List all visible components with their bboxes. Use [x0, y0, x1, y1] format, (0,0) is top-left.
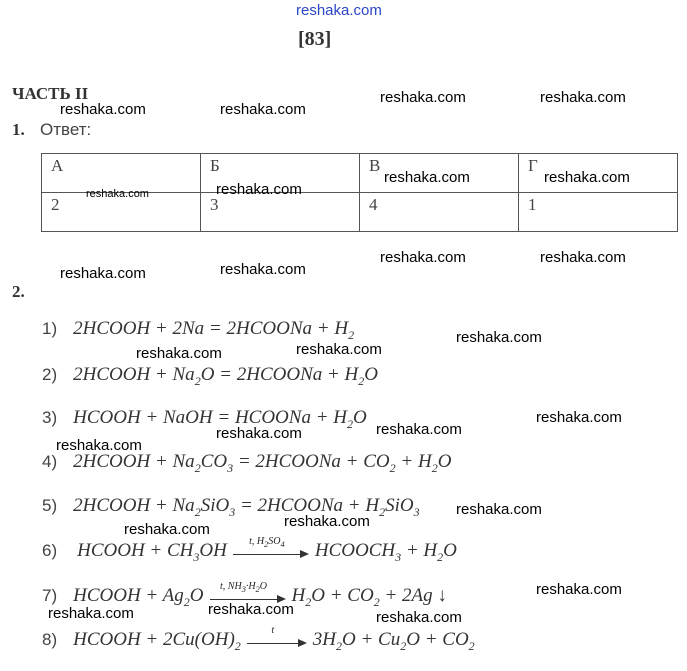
- watermark: reshaka.com: [384, 169, 470, 186]
- watermark: reshaka.com: [380, 89, 466, 106]
- equation-8: [42, 625, 475, 654]
- table-cell: 3: [201, 193, 360, 232]
- watermark: reshaka.com: [456, 501, 542, 518]
- equation-number: 1): [42, 319, 58, 338]
- watermark: reshaka.com: [380, 249, 466, 266]
- answer-label: Ответ:: [40, 120, 92, 139]
- watermark: reshaka.com: [296, 341, 382, 358]
- equation-number: 7): [42, 586, 58, 605]
- equation-text: HCOOH + NaOH = HCOONa + $H_2O$: [73, 407, 367, 431]
- watermark: reshaka.com: [536, 409, 622, 426]
- reaction-arrow: [247, 625, 307, 648]
- equation-left: HCOOH + $Ag_2O$: [73, 585, 204, 609]
- table-header-cell: В: [360, 154, 519, 193]
- equation-left: HCOOH + $CH_3OH$: [77, 540, 227, 564]
- watermark: reshaka.com: [48, 605, 134, 622]
- watermark: reshaka.com: [208, 601, 294, 618]
- equation-text: 2HCOOH + $Na_2O$ = 2HCOONa + $H_2O$: [73, 364, 379, 388]
- equation-right: $3H_2O + Cu_2O + CO_2$: [312, 629, 475, 653]
- watermark: reshaka.com: [216, 181, 302, 198]
- equation-number: 6): [42, 541, 58, 560]
- equation-1: [42, 318, 354, 343]
- equation-text: 2HCOOH + $Na_2SiO_3$ = 2HCOONa + $H_2SiO_3$: [73, 495, 420, 519]
- reaction-condition: t, $H_2SO_4$: [249, 536, 285, 550]
- page-number: [83]: [298, 28, 332, 50]
- table-cell: 2: [42, 193, 201, 232]
- watermark: reshaka.com: [220, 261, 306, 278]
- equation-3: [42, 407, 367, 432]
- equation-number: 4): [42, 452, 58, 471]
- watermark: reshaka.com: [540, 249, 626, 266]
- equation-right: $HCOOCH_3 + H_2O$: [314, 540, 457, 564]
- watermark: reshaka.com: [60, 101, 146, 118]
- watermark: reshaka.com: [220, 101, 306, 118]
- question-2-number: 2.: [12, 282, 25, 301]
- table-header-cell: Б: [201, 154, 360, 193]
- site-link[interactable]: reshaka.com: [296, 2, 382, 19]
- equation-left: HCOOH + $2Cu(OH)_2$: [73, 629, 241, 653]
- watermark: reshaka.com: [376, 421, 462, 438]
- watermark: reshaka.com: [136, 345, 222, 362]
- equation-number: 5): [42, 496, 58, 515]
- watermark: reshaka.com: [536, 581, 622, 598]
- table-header-cell: А: [42, 154, 201, 193]
- question-1-number: 1.: [12, 120, 25, 139]
- equation-right: $H_2O + CO_2 + 2Ag$ ↓: [291, 585, 447, 609]
- watermark: reshaka.com: [544, 169, 630, 186]
- watermark: reshaka.com: [60, 265, 146, 282]
- reaction-condition: t, $NH_3\cdot H_2O$: [220, 581, 267, 595]
- equation-number: 8): [42, 630, 58, 649]
- equation-4: [42, 451, 451, 476]
- watermark: reshaka.com: [124, 521, 210, 538]
- equation-number: 3): [42, 408, 58, 427]
- watermark: reshaka.com: [216, 425, 302, 442]
- table-cell: 1: [519, 193, 678, 232]
- watermark: reshaka.com: [56, 437, 142, 454]
- table-cell: 4: [360, 193, 519, 232]
- equation-text: 2HCOOH + $Na_2CO_3$ = 2HCOONa + $CO_2 + H_2O$: [73, 451, 452, 475]
- equation-number: 2): [42, 365, 58, 384]
- watermark: reshaka.com: [456, 329, 542, 346]
- watermark: reshaka.com: [376, 609, 462, 626]
- watermark: reshaka.com: [284, 513, 370, 530]
- part-title: ЧАСТЬ II: [12, 84, 89, 103]
- equation-2: [42, 364, 378, 389]
- watermark: reshaka.com: [86, 188, 149, 200]
- watermark: reshaka.com: [540, 89, 626, 106]
- equation-text: 2HCOOH + 2Na = 2HCOONa + $H_2$: [73, 318, 355, 342]
- reaction-arrow: [233, 536, 309, 559]
- table-header-cell: Г: [519, 154, 678, 193]
- equation-6: [42, 536, 457, 565]
- reaction-condition: t: [271, 625, 275, 637]
